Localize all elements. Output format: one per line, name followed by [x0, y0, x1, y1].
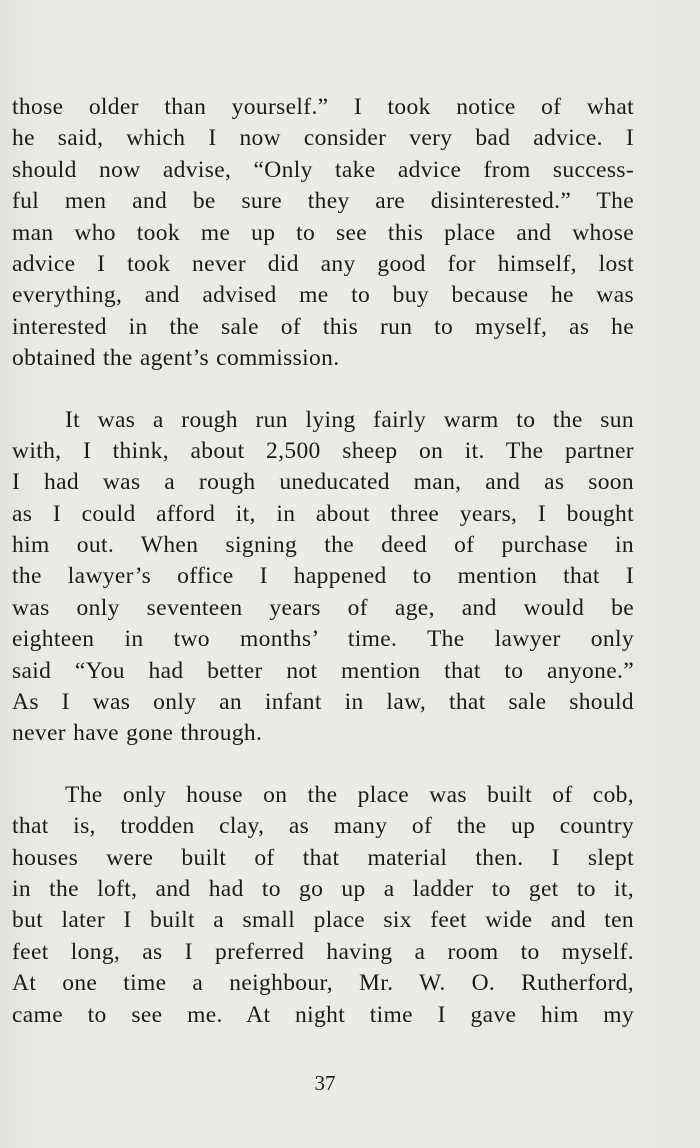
text-line: was only seventeen years of age, and would be: [12, 594, 634, 621]
text-line: I had was a rough uneducated man, and as soon: [12, 469, 634, 496]
paragraph-2: [12, 405, 634, 750]
text-line: should now advise, “Only take advice from success-: [12, 156, 634, 183]
text-line: he said, which I now consider very bad advice. I: [12, 125, 634, 152]
text-line: advice I took never did any good for himself, lost: [12, 250, 634, 277]
text-line: the lawyer’s office I happened to mention that I: [12, 563, 634, 590]
text-line: everything, and advised me to buy because he was: [12, 282, 634, 309]
page-number: 37: [314, 1071, 336, 1095]
text-line: but later I built a small place six feet wide and ten: [12, 907, 634, 934]
text-line: As I was only an infant in law, that sale should: [12, 689, 634, 716]
text-line: never have gone through.: [12, 720, 263, 747]
text-line: interested in the sale of this run to myself, as he: [12, 313, 634, 340]
text-line: ful men and be sure they are disinterested.” The: [12, 188, 634, 215]
text-line: with, I think, about 2,500 sheep on it. The partner: [12, 437, 634, 464]
text-line: It was a rough run lying fairly warm to the sun: [65, 406, 634, 433]
text-line: eighteen in two months’ time. The lawyer only: [12, 626, 634, 653]
text-line: obtained the agent’s commission.: [12, 345, 340, 372]
text-line: that is, trodden clay, as many of the up country: [12, 813, 634, 840]
paragraph-3: [12, 780, 634, 1031]
text-line: The only house on the place was built of cob,: [65, 781, 634, 808]
text-line: him out. When signing the deed of purchase in: [12, 532, 634, 559]
text-line: At one time a neighbour, Mr. W. O. Rutherford,: [12, 970, 634, 997]
text-line: man who took me up to see this place and whose: [12, 219, 634, 246]
paragraph-1: [12, 92, 634, 375]
text-line: in the loft, and had to go up a ladder to get to it,: [12, 875, 634, 902]
text-line: came to see me. At night time I gave him my: [12, 1001, 634, 1028]
text-line: as I could afford it, in about three years, I bought: [12, 500, 634, 527]
text-line: those older than yourself.” I took notice of what: [12, 94, 634, 120]
text-line: said “You had better not mention that to anyone.”: [12, 657, 634, 684]
body-text: [12, 92, 634, 1061]
text-line: feet long, as I preferred having a room to myself.: [12, 938, 634, 965]
text-line: houses were built of that material then. I slept: [12, 844, 634, 871]
